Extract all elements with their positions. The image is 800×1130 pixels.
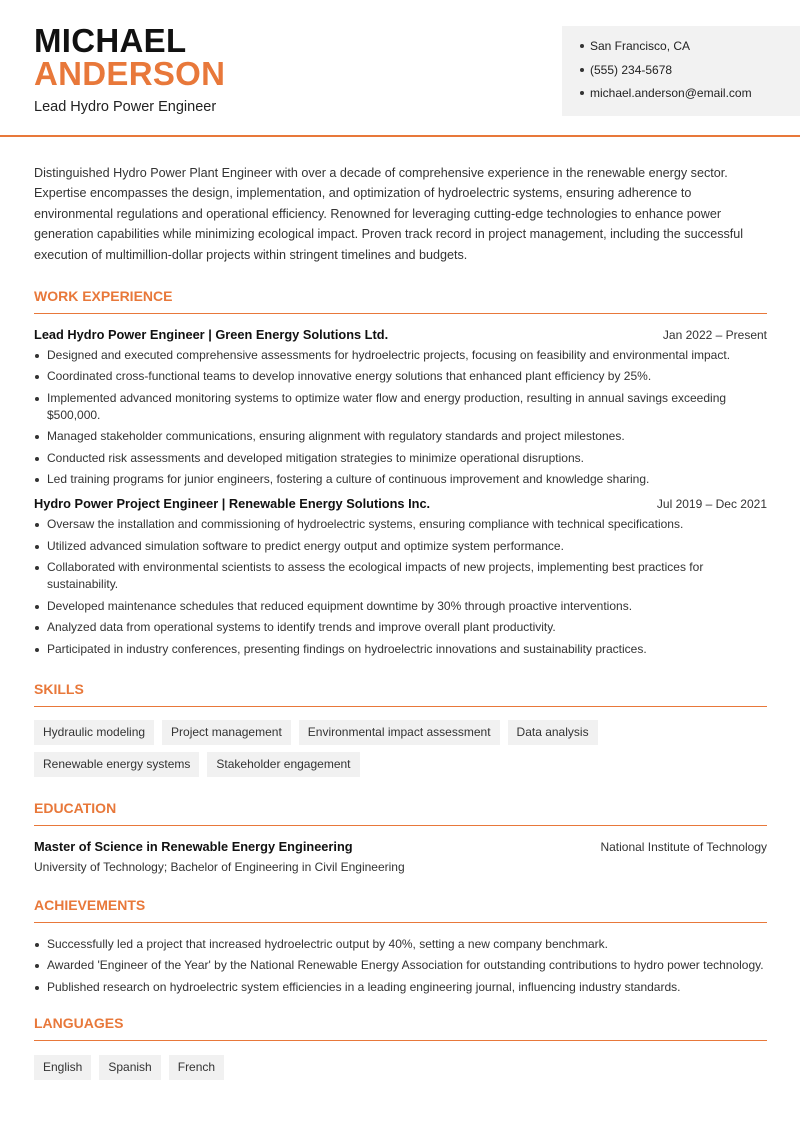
job-bullets: [34, 347, 767, 488]
job-entry: [34, 496, 767, 657]
job-dates: Jan 2022 – Present: [662, 328, 767, 343]
section-title-languages: LANGUAGES: [34, 1015, 767, 1041]
job-entry: [34, 327, 767, 488]
summary: Distinguished Hydro Power Plant Engineer with over a decade of comprehensive experience in the renewable energy sector. Expertise encompasses the design, implementation, and optimization of hydroelectric systems, ensuring adherence to environmental regulations and operational efficiency. Renowned for leveraging cutting-edge technologies to enhance power generation capabilities while minimizing ecological impact. Proven track record in project management, including the successful execution of multimillion-dollar projects within stringent timelines and budgets.: [34, 166, 744, 262]
job-bullet: Implemented advanced monitoring systems to optimize water flow and energy production, resulting in annual savings exceeding $500,000.: [34, 390, 767, 424]
skill-tag: Environmental impact assessment: [299, 720, 500, 745]
first-name: MICHAEL: [34, 22, 187, 59]
job-bullet: Oversaw the installation and commissioning of hydroelectric systems, ensuring compliance with technical specifications.: [34, 516, 767, 533]
contact-box: [562, 26, 800, 116]
education-entry: [34, 839, 767, 874]
skill-tag: Stakeholder engagement: [207, 752, 359, 777]
job-bullet: Conducted risk assessments and developed mitigation strategies to minimize operational disruptions.: [34, 450, 767, 467]
resume-header: [0, 0, 800, 137]
language-tag: English: [34, 1055, 91, 1080]
achievement-item: Published research on hydroelectric system efficiencies in a leading engineering journal, influencing industry standards.: [34, 979, 767, 996]
job-bullet: Coordinated cross-functional teams to develop innovative energy solutions that enhanced plant efficiency by 25%.: [34, 368, 767, 385]
skill-tag: Renewable energy systems: [34, 752, 199, 777]
achievements-list: [34, 936, 767, 996]
education-degree: Master of Science in Renewable Energy Engineering: [34, 838, 353, 854]
section-title-experience: WORK EXPERIENCE: [34, 288, 767, 314]
job-dates: Jul 2019 – Dec 2021: [656, 497, 767, 512]
skill-tag: Hydraulic modeling: [34, 720, 154, 745]
languages-list: [34, 1055, 767, 1087]
section-title-skills: SKILLS: [34, 681, 767, 707]
job-role: Lead Hydro Power Engineer | Green Energy Solutions Ltd.: [34, 327, 389, 343]
job-bullet: Designed and executed comprehensive assessments for hydroelectric projects, focusing on feasibility and environmental impact.: [34, 347, 767, 364]
language-tag: French: [169, 1055, 224, 1080]
contact-email[interactable]: michael.anderson@email.com: [580, 82, 800, 106]
job-bullet: Developed maintenance schedules that reduced equipment downtime by 30% through proactive interventions.: [34, 598, 767, 615]
job-bullet: Utilized advanced simulation software to predict energy output and optimize system performance.: [34, 538, 767, 555]
job-bullet: Collaborated with environmental scientists to assess the ecological impacts of new projects, implementing best practices for sustainability.: [34, 559, 767, 593]
skills-list: [34, 720, 767, 784]
job-bullet: Participated in industry conferences, presenting findings on hydroelectric innovations and sustainability practices.: [34, 641, 767, 658]
job-bullet: Managed stakeholder communications, ensuring alignment with regulatory standards and project milestones.: [34, 428, 767, 445]
contact-location: San Francisco, CA: [580, 35, 800, 59]
section-title-achievements: ACHIEVEMENTS: [34, 897, 767, 923]
job-role: Hydro Power Project Engineer | Renewable Energy Solutions Inc.: [34, 496, 431, 512]
section-title-education: EDUCATION: [34, 800, 767, 826]
job-bullet: Led training programs for junior engineers, fostering a culture of continuous improvement and knowledge sharing.: [34, 471, 767, 488]
achievement-item: Successfully led a project that increased hydroelectric output by 40%, setting a new company benchmark.: [34, 936, 767, 953]
skill-tag: Project management: [162, 720, 291, 745]
education-institution: National Institute of Technology: [600, 839, 767, 854]
resume-body: [34, 163, 767, 1087]
job-bullets: [34, 516, 767, 657]
job-title: Lead Hydro Power Engineer: [34, 99, 217, 115]
job-bullet: Analyzed data from operational systems to identify trends and improve overall plant productivity.: [34, 619, 767, 636]
achievement-item: Awarded 'Engineer of the Year' by the National Renewable Energy Association for outstanding contributions to hydro power technology.: [34, 957, 767, 974]
language-tag: Spanish: [99, 1055, 160, 1080]
last-name: ANDERSON: [34, 55, 226, 92]
education-details: University of Technology; Bachelor of Engineering in Civil Engineering: [34, 859, 405, 874]
skill-tag: Data analysis: [508, 720, 598, 745]
contact-phone: (555) 234-5678: [580, 59, 800, 83]
